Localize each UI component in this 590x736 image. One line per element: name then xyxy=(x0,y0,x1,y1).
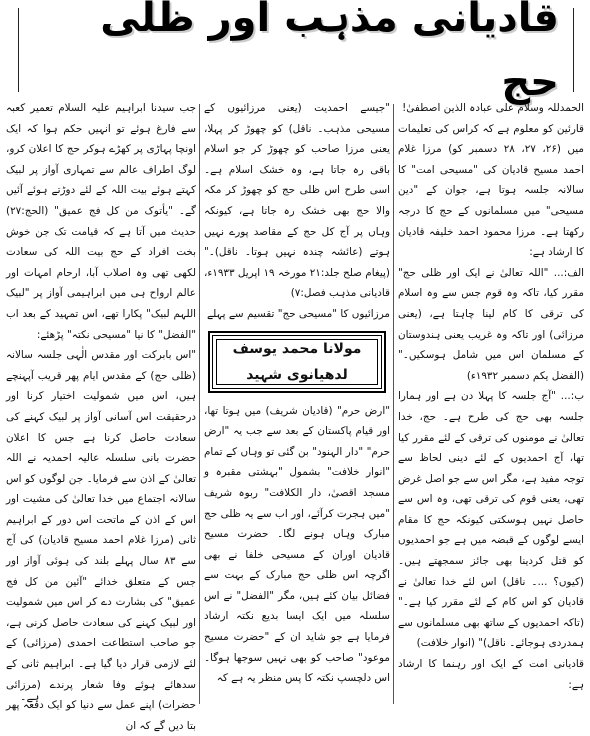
author-byline: مولانا محمد یوسف لدھیانوی شہید xyxy=(212,335,382,389)
column-middle xyxy=(204,98,390,708)
column-left xyxy=(6,98,196,732)
paragraph: الف:... "اللہ تعالیٰ نے ایک اور ظلی حج" مقرر کیا، تاکہ وہ قوم جس سے وہ اسلام کی ترقی کا کام لینا چاہتا ہے، (یعنی مرزائی) اور تاکہ وہ غریب یعنی ہندوستان کے مسلمان اس میں شامل ہوسکیں۔" (الفضل یکم دسمبر ۱۹۳۲ء) xyxy=(398,266,584,382)
column-divider xyxy=(393,104,394,704)
paragraph: الحمدللہ وسلام علی عبادہ الذین اصطفیٰ! xyxy=(402,102,584,114)
paragraph: ب:... "آج جلسہ کا پہلا دن ہے اور ہمارا جلسہ بھی حج کی طرح ہے۔ حج، خدا تعالیٰ نے مومنوں کی ترقی کے لئے مقرر کیا تھا، آج احمدیوں کے لئے دینی لحاظ سے توجہ مفید ہے، مگر اس سے جو اصل غرض تھی، یعنی قوم کی ترقی تھی، وہ اس سے حاصل نہیں ہوسکتی کیونکہ حج کا مقام ایسے لوگوں کے قبضہ میں ہے جو احمدیوں کو قتل کردینا بھی جائز سمجھتے ہیں۔ (کیوں؟ ...۔ ناقل) اس لئے خدا تعالیٰ نے قادیان کو اس کام کے لئے مقرر کیا ہے۔" (تاکہ احمدیوں کے ساتھ بھی مسلمانوں سے ہمدردی ہوجائے۔ ناقل)" (انوار خلافت) xyxy=(398,390,584,650)
paragraph: مرزائیوں کا "مسیحی حج" تقسیم سے پہلے xyxy=(207,307,390,320)
paragraph: جب سیدنا ابراہیم علیہ السلام تعمیر کعبہ سے فارغ ہوئے تو انہیں حکم ہوا کہ ایک اونچا پہاڑی پر کھڑے ہوکر حج کا اعلان کرو، لوگ اطراف عالم سے تمہاری آواز پر لبیک کہتے ہوئے بیت اللہ کے لئے دوڑتے ہوئے آئیں گے۔ "یأتوک من کل فج عمیق" (الحج:۲۷) حدیث میں آتا ہے کہ قیامت تک جن خوش بخت افراد کے حج بیت اللہ کی سعادت لکھی تھی وہ اصلاب آبا، ارحام امہات اور عالم ارواح ہی میں ابراہیمی آواز پر "لبیک اللہم لبیک" پکارا تھے، اس تمہید کے بعد اب "الفضل" کا نیا "مسیحی نکتہ" پڑھئے: xyxy=(6,102,196,341)
column-divider xyxy=(199,104,200,704)
paragraph: قادیانی امت کے ایک اور رہنما کا ارشاد ہے: xyxy=(398,658,584,691)
column-right xyxy=(398,98,584,708)
continuation-mark: ہے۔ xyxy=(20,690,40,703)
paragraph: "اس بابرکت اور مقدس الٰہی جلسہ سالانہ (ظلی حج) کے مقدس ایام پھر قریب آپہنچے ہیں، اس میں شمولیت اختیار کرنا اور درحقیقت اس آسانی آواز پر لبیک کہنے کی سعادت حاصل کرنا ہے جس کا اعلان حضرت بانی سلسلہ عالیہ احمدیہ نے اللہ تعالیٰ کے اذن سے فرمایا۔ جن لوگوں کو اس سالانہ اجتماع میں خدا تعالیٰ کی مشیت اور اس کے اذن کے ماتحت اس دور کے ابراہیم ثانی (مرزا غلام احمد مسیح قادیان) کی آج سے ۸۳ سال پہلے بلند کی ہوئی آواز اور جس کے متعلق خدائے "آئین من کل فج عمیق" کی بشارت دے کر اس میں شمولیت اور لبیک کہنے کی سعادت حاصل کرنی ہے، جو صاحب استطاعت احمدی (مرزائی) کے لئے لازمی قرار دیا گیا ہے۔ ابراہیم ثانی کے سدھائے ہوئے وفا شعار پرندے (مرزائی حضرات) اپنے عمل سے دنیا کو ایک دفعہ پھر بتا دیں گے کہ ان xyxy=(6,349,196,732)
paragraph: "ارض حرم" (قادیان شریف) میں ہوتا تھا، اور قیام پاکستان کے بعد سے جب یہ "ارض حرم" "دار الہنود" بن گئی تو وہاں کے تمام "انوار خلافت" بشمول "بہشتی مقبرہ و مسجد اقصیٰ، دار الکلافت" ربوہ شریف "میں ہجرت کرآئے، اور اب سے یہ ظلی حج مبارک وہاں ہونے لگا۔ حضرت مسیح قادیان اوران کے مسیحی خلفا نے بھی اگرچہ اس ظلی حج مبارک کے بہت سے فضائل بیان کئے ہیں، مگر "الفضل" نے اس سلسلہ میں ایک ایسا بدیع نکتہ ارشاد فرمایا ہے جو شاید ان کے "حضرت مسیح موعود" صاحب کو بھی نہیں سوجھا ہوگا۔ اس دلچسپ نکتہ کا پس منظر یہ ہے کہ xyxy=(204,404,390,685)
paragraph: "جیسے احمدیت (یعنی مرزائیوں کے مسیحی مذہب۔ ناقل) کو چھوڑ کر پہلا، یعنی مرزا صاحب کو چھوڑ کر جو اسلام باقی رہ جاتا ہے، وہ خشک اسلام ہے۔ اسی طرح اس ظلی حج کو چھوڑ کر مکہ والا حج بھی خشک رہ جاتا ہے، کیونکہ وہاں پر آج کل حج کے مقاصد پورے نہیں ہوتے (عائشہ چندہ نہیں ہوتا۔ ناقل)۔" (پیغام صلح جلد:۲۱ مورخہ ۱۹ اپریل ۱۹۳۳ء، قادیانی مذہب فصل:۷) xyxy=(204,102,390,300)
byline-box xyxy=(208,331,386,393)
title-banner xyxy=(18,0,574,105)
article-body xyxy=(6,98,585,732)
paragraph: قارئین کو معلوم ہے کہ کراس کی تعلیمات میں (۲۶، ۲۷، ۲۸ دسمبر کو) مرزا غلام احمد مسیح قادیان کی "مسیحی امت" کا سالانہ جلسہ ہوتا ہے، جوان کے "دین مسیحی" میں مسلمانوں کے حج کا درجہ رکھتا ہے۔ مرزا محمود احمد خلیفہ قادیان کا ارشاد ہے: xyxy=(398,122,585,259)
article-title: قادیانی مذہب اور ظلی حج xyxy=(19,0,573,114)
